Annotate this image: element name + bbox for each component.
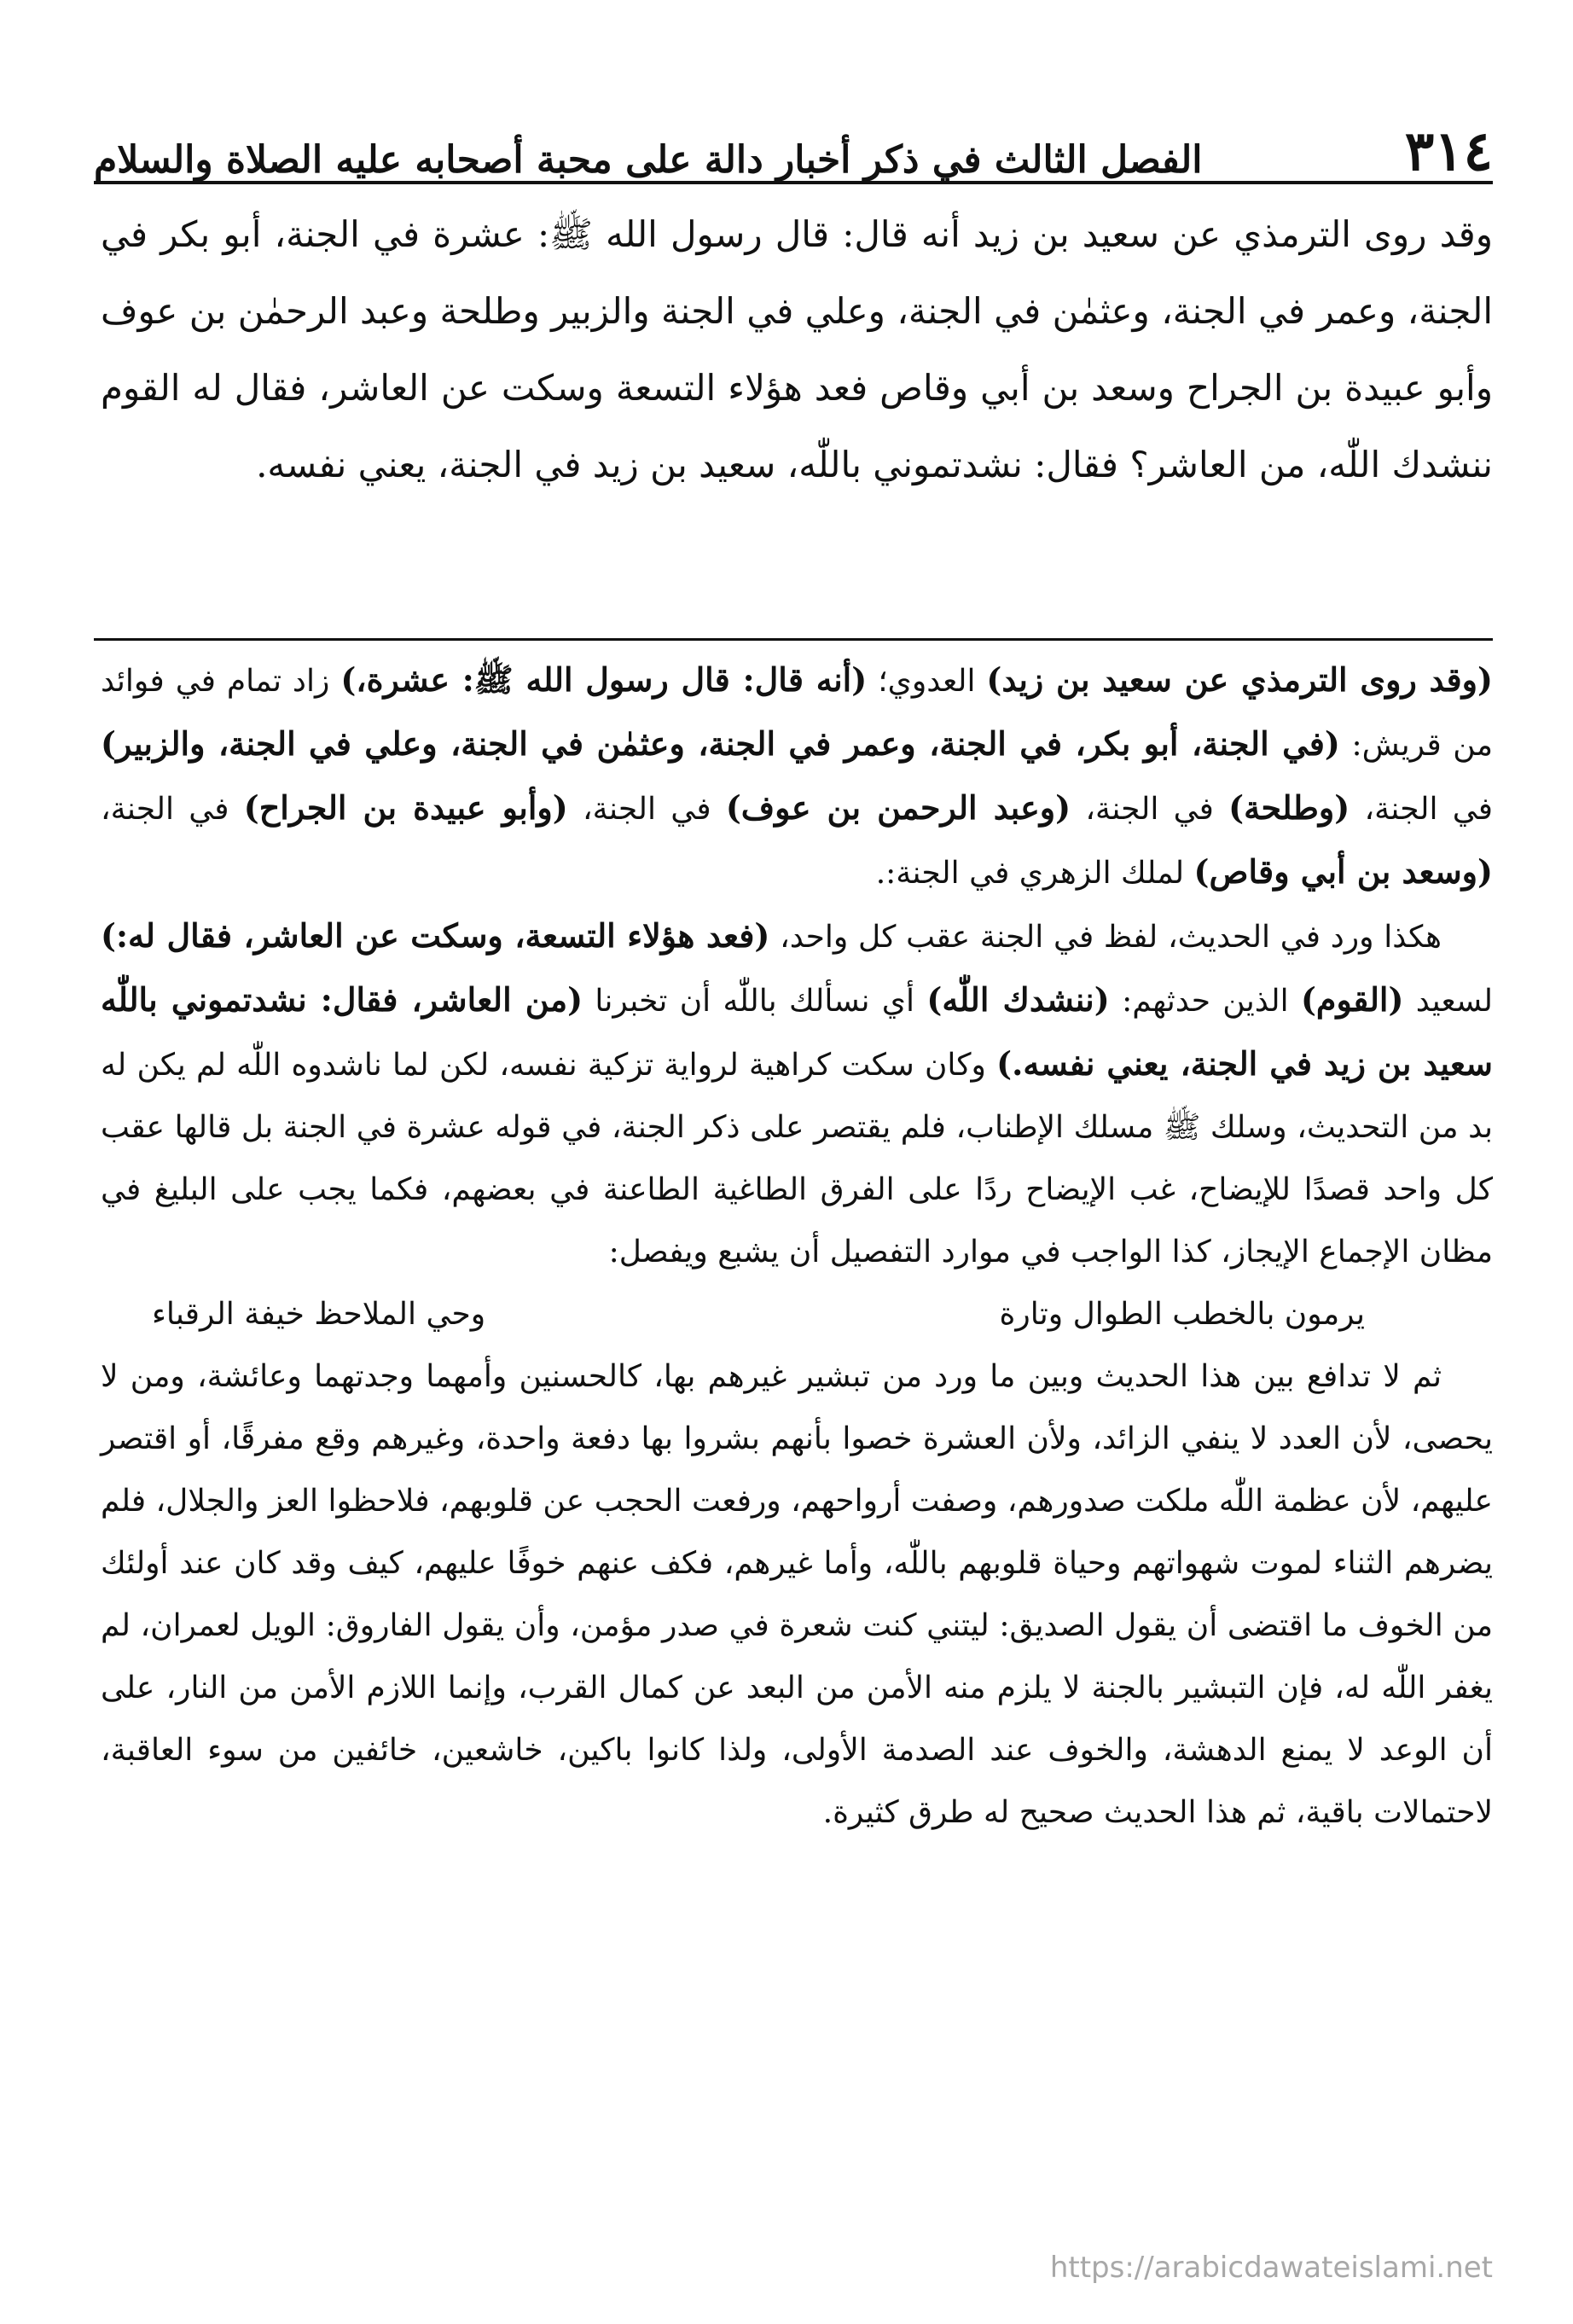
quoted-matn-segment: (من العاشر، فقال: نشدتموني باللّٰه سعيد بن زيد في الجنة، يعني نفسه.) — [101, 980, 1493, 1083]
commentary-segment: لسعيد — [1403, 984, 1493, 1019]
quoted-matn-segment: (في الجنة، أبو بكر، في الجنة، وعمر في الجنة، وعثمٰن في الجنة، وعلي في الجنة، والزبير) — [101, 724, 1340, 763]
verse-right-hemistich: يرمون بالخطب الطوال وتارة — [999, 1297, 1365, 1332]
quoted-matn-segment: (القوم) — [1300, 980, 1404, 1019]
commentary-segment: الذين حدثهم: — [1109, 984, 1301, 1019]
quoted-matn-segment: (وقد روى الترمذي عن سعيد بن زيد) — [986, 660, 1493, 699]
quoted-matn-segment: (أنه قال: قال رسول الله ﷺ: عشرة،) — [340, 660, 868, 699]
commentary-segment: وكان سكت كراهية لرواية تزكية نفسه، لكن لما ناشدوه اللّٰه لم يكن له بد من التحديث، وسلك ﷺ مسلك الإطناب، فلم يقتصر على ذكر الجنة، في قوله عشرة في الجنة بل قالها عقب كل واحد قصدًا للإيضاح، غب الإيضاح ردًا على الفرق الطاغية الطاعنة في بعضهم، فكما يجب على البليغ في مظان الإجماع الإيجاز، كذا الواجب في موارد التفصيل أن يشبع ويفصل: — [101, 1048, 1493, 1269]
commentary-segment: هكذا ورد في الحديث، لفظ في الجنة عقب كل واحد، — [769, 920, 1442, 955]
commentary-paragraph-3: ثم لا تدافع بين هذا الحديث وبين ما ورد من تبشير غيرهم بها، كالحسنين وأمهما وجدتهما وعائشة، ومن لا يحصى، لأن العدد لا ينفي الزائد، ولأن العشرة خصوا بأنهم بشروا بها دفعة واحدة، وغيرهم وقع مفرقًا، أو اقتصر عليهم، لأن عظمة اللّٰه ملكت صدورهم، وصفت أرواحهم، ورفعت الحجب عن قلوبهم، فلاحظوا العز والجلال، فلم يضرهم الثناء لموت شهواتهم وحياة قلوبهم باللّٰه، وأما غيرهم، فكف عنهم خوفًا عليهم، كيف وقد كان عند أولئك من الخوف ما اقتضى أن يقول الصديق: ليتني كنت شعرة في صدر مؤمن، وأن يقول الفاروق: الويل لعمران، لم يغفر اللّٰه له، فإن التبشير بالجنة لا يلزم منه الأمن من البعد عن كمال القرب، وإنما اللازم الأمن من النار، على أن الوعد لا يمنع الدهشة، والخوف عند الصدمة الأولى، ولذا كانوا باكين، خاشعين، خائفين من سوء العاقبة، لاحتمالات باقية، ثم هذا الحديث صحيح له طرق كثيرة. — [101, 1359, 1493, 1830]
header-divider — [94, 181, 1493, 184]
commentary-segment: لملك الزهري في الجنة:. — [875, 856, 1194, 891]
verse-left-hemistich: وحي الملاحظ خيفة الرقباء — [152, 1297, 486, 1332]
commentary-segment: في الجنة، — [101, 792, 244, 827]
commentary-segment: أي نسألك باللّٰه أن تخبرنا — [583, 984, 927, 1019]
quoted-matn-segment: (وطلحة) — [1228, 788, 1350, 827]
running-title: الفصل الثالث في ذكر أخبار دالة على محبة أصحابه عليه الصلاة والسلام — [94, 138, 1203, 182]
poetry-verse — [101, 1283, 1493, 1345]
quoted-matn-segment: (ننشدك اللّٰه) — [926, 980, 1110, 1019]
quoted-matn-segment: (فعد هؤلاء التسعة، وسكت عن العاشر، فقال له:) — [101, 916, 770, 955]
commentary-segment: في الجنة، — [567, 792, 726, 827]
page-header — [94, 101, 1493, 183]
commentary-paragraph-1 — [101, 648, 1493, 904]
commentary-segment: زاد تمام في فوائد من قريش: — [101, 664, 1493, 763]
commentary-paragraph-2 — [101, 904, 1493, 1283]
commentary-segment: في الجنة، — [1350, 792, 1493, 827]
source-watermark[interactable]: https://arabicdawateislami.net — [1049, 2251, 1493, 2285]
page-number: ٣١٤ — [1404, 119, 1493, 183]
quoted-matn-segment: (وعبد الرحمن بن عوف) — [725, 788, 1071, 827]
commentary-segment: العدوي؛ — [867, 664, 987, 699]
commentary-divider — [94, 638, 1493, 641]
commentary-segment: في الجنة، — [1071, 792, 1229, 827]
main-text-paragraph: وقد روى الترمذي عن سعيد بن زيد أنه قال: قال رسول الله ﷺ: عشرة في الجنة، أبو بكر في الجنة، وعمر في الجنة، وعثمٰن في الجنة، وعلي في الجنة والزبير وطلحة وعبد الرحمٰن بن عوف وأبو عبيدة بن الجراح وسعد بن أبي وقاص فعد هؤلاء التسعة وسكت عن العاشر، فقال له القوم ننشدك اللّٰه، من العاشر؟ فقال: نشدتموني باللّٰه، سعيد بن زيد في الجنة، يعني نفسه. — [101, 213, 1493, 485]
quoted-matn-segment: (وسعد بن أبي وقاص) — [1193, 852, 1493, 891]
quoted-matn-segment: (وأبو عبيدة بن الجراح) — [243, 788, 568, 827]
commentary — [101, 648, 1493, 1844]
main-text — [101, 196, 1493, 503]
